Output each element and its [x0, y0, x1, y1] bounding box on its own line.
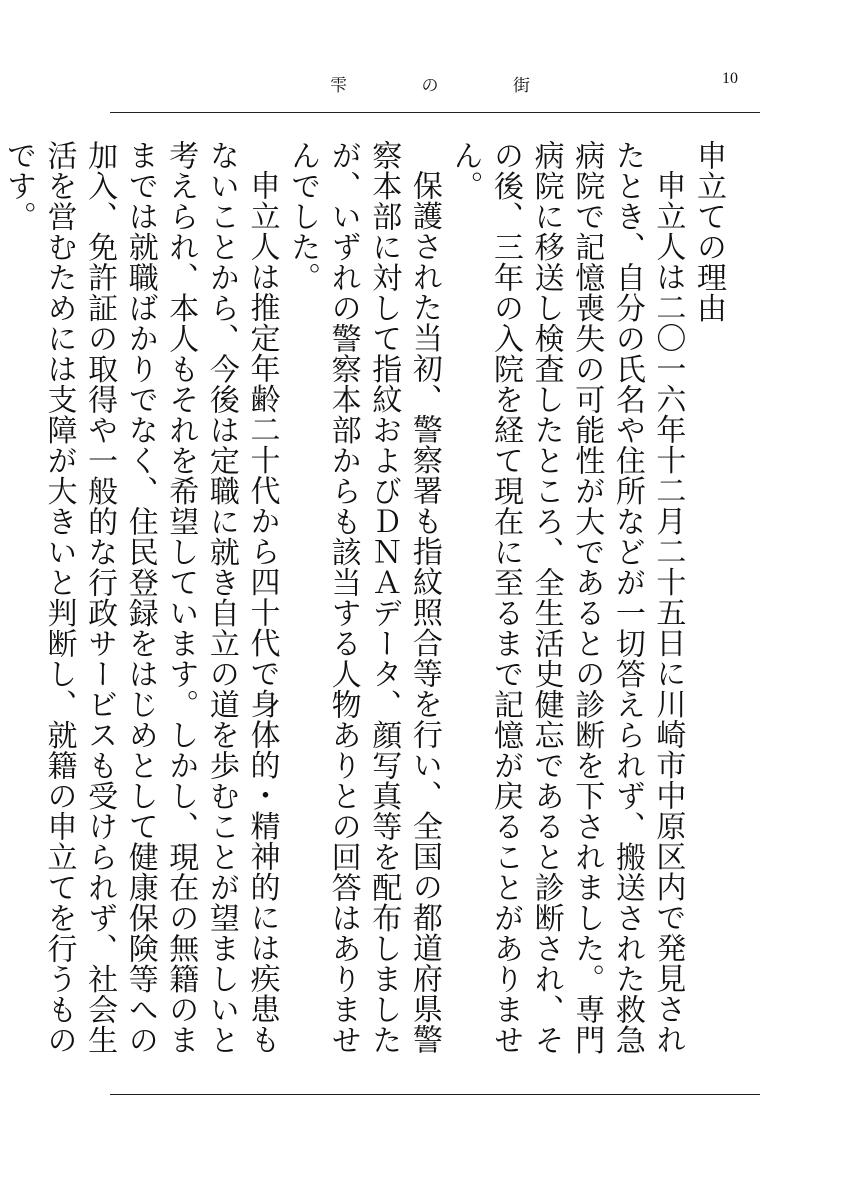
- paragraph: 申立人は推定年齢二十代から四十代で身体的・精神的には疾患もないことから、今後は定職に就き自立の道を歩むことが望ましいと考えられ、本人もそれを希望しています。しかし、現在の無籍のままでは就職ばかりでなく、住民登録をはじめとして健康保険等への加入、免許証の取得や一般的な行政サービスも受けられず、社会生活を営むためには支障が大きいと判断し、就籍の申立てを行うものです。: [0, 140, 280, 1055]
- header-title-char: 街: [513, 75, 530, 96]
- paragraph: 保護された当初、警察署も指紋照合等を行い、全国の都道府県警察本部に対して指紋およびＤＮＡデータ、顔写真等を配布しましたが、いずれの警察本部からも該当する人物ありとの回答はありませんでした。: [285, 140, 442, 1055]
- page-number: 10: [722, 70, 738, 87]
- header-title-char: の: [421, 75, 439, 96]
- running-header-title: [330, 68, 530, 98]
- header-rule: [110, 112, 760, 113]
- section-heading: 申立ての理由: [691, 140, 726, 323]
- header-title-char: 雫: [330, 75, 347, 96]
- footer-rule: [110, 1094, 760, 1095]
- vertical-body-text: [0, 140, 728, 1080]
- paragraph: 申立人は二〇一六年十二月二十五日に川崎市中原区内で発見されたとき、自分の氏名や住所などが一切答えられず、搬送された救急病院で記憶喪失の可能性が大であるとの診断を下されました。専門病院に移送し検査したところ、全生活史健忘であると診断され、その後、三年の入院を経て現在に至るまで記憶が戻ることがありません。: [447, 140, 686, 1055]
